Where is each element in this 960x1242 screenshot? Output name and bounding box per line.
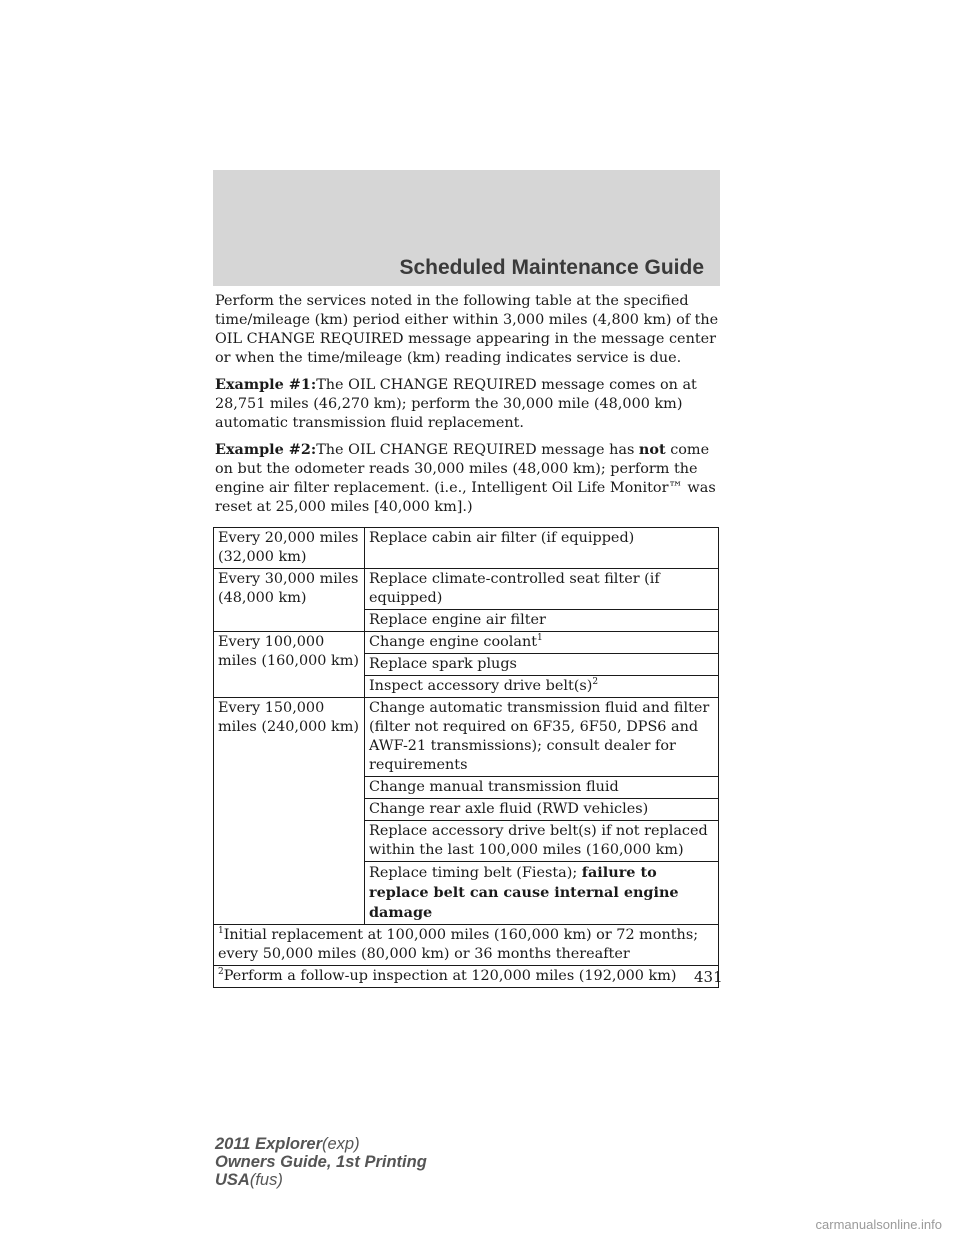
service-cell: Replace climate-controlled seat filter (if equipped) bbox=[365, 569, 719, 610]
footer-market: USA bbox=[215, 1171, 250, 1189]
table-row bbox=[214, 632, 719, 654]
service-cell bbox=[365, 676, 719, 698]
print-footer bbox=[215, 1135, 427, 1189]
page-title: Scheduled Maintenance Guide bbox=[399, 256, 704, 279]
watermark: carmanualsonline.info bbox=[815, 1217, 942, 1232]
warning-text: failure to replace belt can cause internal engine damage bbox=[369, 864, 679, 921]
interval-cell: Every 30,000 miles (48,000 km) bbox=[214, 569, 365, 632]
example-2-text-a: The OIL CHANGE REQUIRED message has bbox=[316, 442, 639, 458]
footer-code: (fus) bbox=[249, 1171, 283, 1189]
example-1-label: Example #1: bbox=[215, 376, 317, 393]
footnote-marker: 1 bbox=[218, 926, 224, 937]
service-text: Replace timing belt (Fiesta); bbox=[369, 865, 582, 881]
service-text: Change engine coolant bbox=[369, 634, 538, 650]
header-band bbox=[213, 170, 720, 286]
service-cell: Change automatic transmission fluid and filter (filter not required on 6F35, 6F50, DPS6 and AWF-21 transmissions); consult dealer for requirements bbox=[365, 698, 719, 777]
table-row bbox=[214, 569, 719, 610]
table-row bbox=[214, 966, 719, 988]
service-cell: Replace cabin air filter (if equipped) bbox=[365, 528, 719, 569]
page-number: 431 bbox=[694, 968, 723, 986]
service-cell: Change manual transmission fluid bbox=[365, 777, 719, 799]
table-row bbox=[214, 698, 719, 777]
intro-paragraph: Perform the services noted in the following table at the specified time/mileage (km) period either within 3,000 miles (4,800 km) of the OIL CHANGE REQUIRED message appearing in the message center or when the time/mileage (km) reading indicates service is due. bbox=[215, 293, 719, 366]
interval-cell: Every 150,000 miles (240,000 km) bbox=[214, 698, 365, 925]
footer-line bbox=[215, 1153, 427, 1171]
service-cell: Replace spark plugs bbox=[365, 654, 719, 676]
service-cell: Replace engine air filter bbox=[365, 610, 719, 632]
maintenance-table bbox=[213, 527, 719, 988]
example-2-paragraph bbox=[215, 440, 720, 517]
footer-model: 2011 Explorer bbox=[215, 1135, 323, 1153]
footer-line bbox=[215, 1171, 427, 1189]
footnote-ref: 1 bbox=[537, 633, 543, 644]
example-2-text-b: come on but the odometer reads 30,000 miles (48,000 km); perform the engine air filter replacement. (i.e., Intelligent Oil Life Monitor™ was reset at 25,000 miles [40,000 km].) bbox=[215, 442, 716, 515]
service-cell: Change rear axle fluid (RWD vehicles) bbox=[365, 799, 719, 821]
footnote-text: Perform a follow-up inspection at 120,000 miles (192,000 km) bbox=[223, 968, 677, 984]
example-1-text: The OIL CHANGE REQUIRED message comes on at 28,751 miles (46,270 km); perform the 30,000 mile (48,000 km) automatic transmission fluid replacement. bbox=[215, 377, 697, 431]
footnote-marker: 2 bbox=[218, 967, 224, 978]
interval-cell: Every 20,000 miles (32,000 km) bbox=[214, 528, 365, 569]
service-text: Inspect accessory drive belt(s) bbox=[369, 678, 593, 694]
example-2-not: not bbox=[638, 441, 666, 458]
service-cell: Replace accessory drive belt(s) if not replaced within the last 100,000 miles (160,000 km) bbox=[365, 821, 719, 862]
footnote-ref: 2 bbox=[592, 677, 599, 688]
service-cell bbox=[365, 632, 719, 654]
footer-edition: Owners Guide, 1st Printing bbox=[215, 1153, 427, 1171]
footnote-text: Initial replacement at 100,000 miles (160,000 km) or 72 months; every 50,000 miles (80,000 km) or 36 months thereafter bbox=[218, 927, 699, 962]
footnote-cell bbox=[214, 925, 719, 966]
content bbox=[215, 292, 720, 988]
interval-cell: Every 100,000 miles (160,000 km) bbox=[214, 632, 365, 698]
footnote-cell bbox=[214, 966, 719, 988]
footer-code: (exp) bbox=[322, 1135, 360, 1153]
example-2-label: Example #2: bbox=[215, 441, 317, 458]
service-cell bbox=[365, 862, 719, 925]
footer-line bbox=[215, 1135, 427, 1153]
table-row bbox=[214, 925, 719, 966]
table-row bbox=[214, 528, 719, 569]
example-1-paragraph bbox=[215, 375, 720, 433]
